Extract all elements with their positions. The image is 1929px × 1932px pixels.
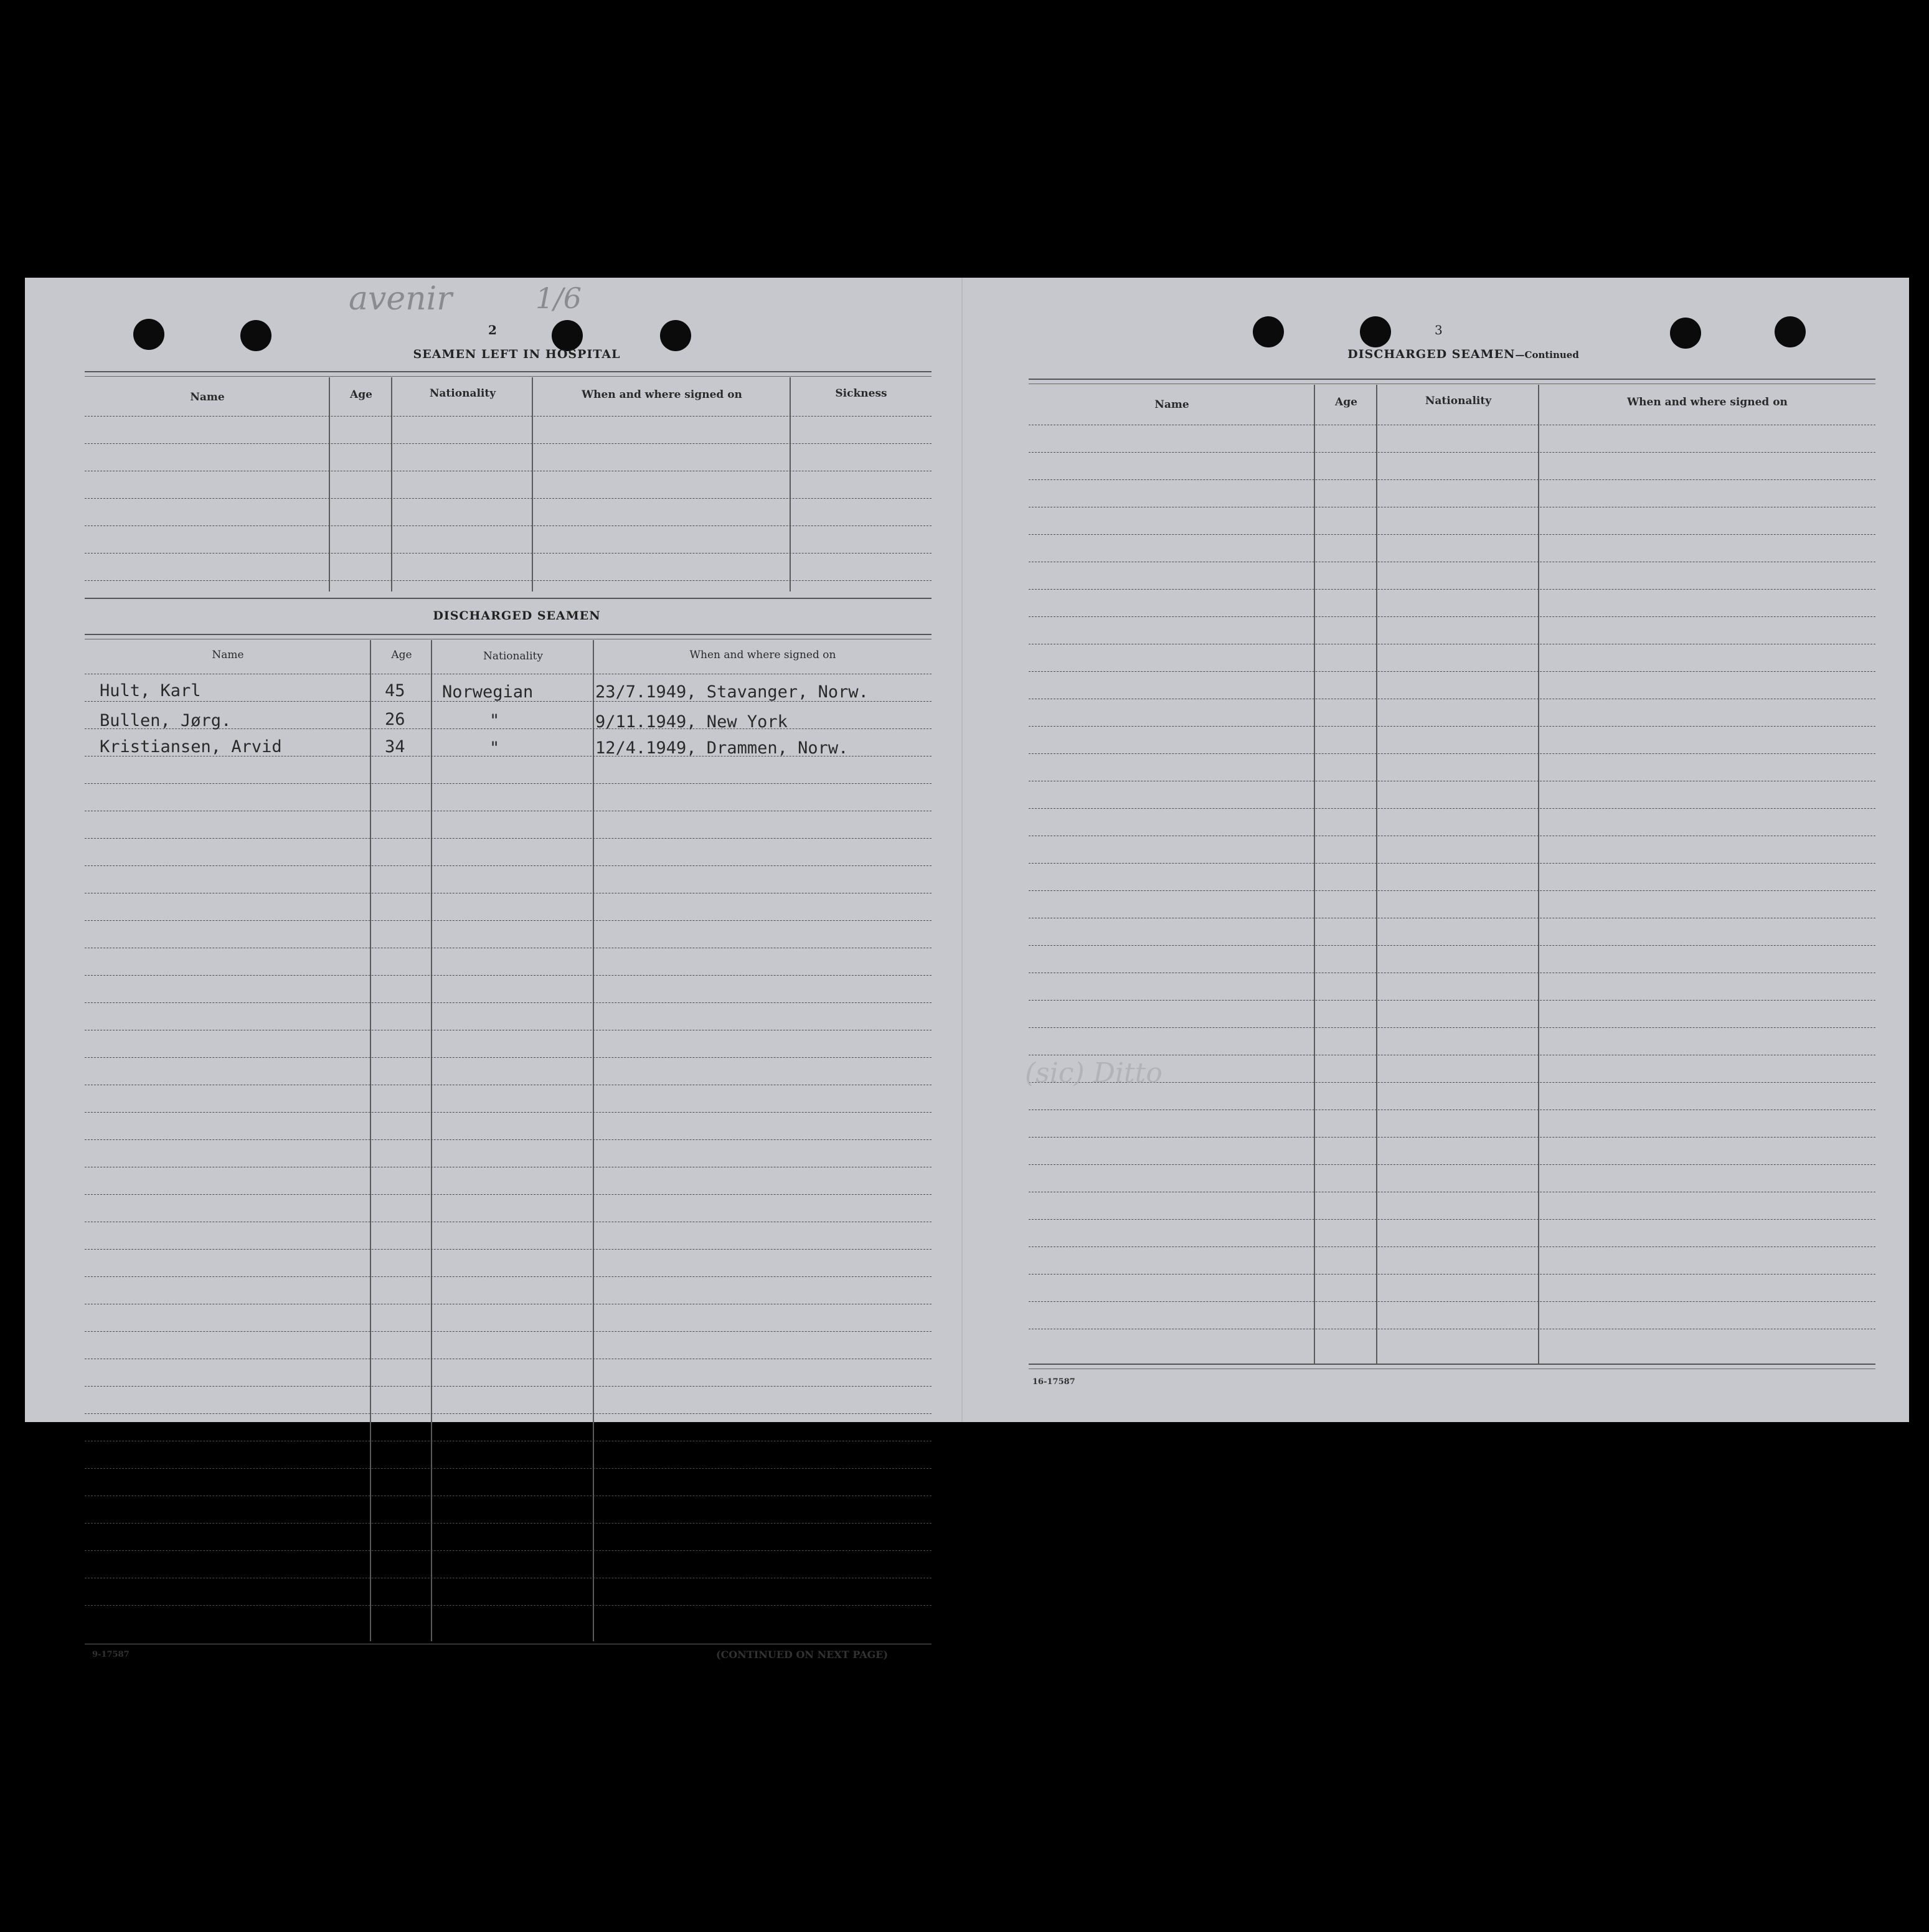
ruled-line bbox=[1029, 890, 1875, 891]
ruled-line bbox=[1029, 534, 1875, 535]
ruled-line bbox=[1029, 589, 1875, 590]
right-table-top-border bbox=[1029, 379, 1875, 380]
ruled-line bbox=[85, 525, 931, 526]
ruled-line bbox=[1029, 479, 1875, 480]
right-header-age: Age bbox=[1335, 396, 1357, 408]
ruled-line bbox=[85, 1413, 931, 1414]
right-table-bottom-border bbox=[1029, 1364, 1875, 1365]
ruled-line bbox=[1029, 1164, 1875, 1165]
punch-hole bbox=[552, 320, 583, 351]
page-number: 3 bbox=[1435, 323, 1443, 337]
seaman-name: Bullen, Jørg. bbox=[100, 711, 232, 730]
ruled-line bbox=[1029, 1000, 1875, 1001]
hospital-table-top-border bbox=[85, 371, 931, 372]
page-number: 2 bbox=[488, 323, 497, 337]
ruled-line bbox=[1029, 1274, 1875, 1275]
seaman-name: Hult, Karl bbox=[100, 681, 201, 700]
punch-hole bbox=[1670, 318, 1701, 349]
ruled-line bbox=[85, 783, 931, 784]
hospital-header-age: Age bbox=[350, 389, 372, 401]
punch-hole bbox=[240, 320, 271, 351]
hospital-section-title: SEAMEN LEFT IN HOSPITAL bbox=[413, 347, 621, 361]
seaman-signed-on: 23/7.1949, Stavanger, Norw. bbox=[595, 682, 869, 702]
hospital-header-name: Name bbox=[190, 391, 225, 403]
ruled-line bbox=[1029, 452, 1875, 453]
ruled-line bbox=[85, 1249, 931, 1250]
punch-hole bbox=[660, 320, 691, 351]
seaman-age: 34 bbox=[385, 737, 405, 756]
hospital-header-signed-on: When and where signed on bbox=[582, 389, 742, 401]
form-number: 9-17587 bbox=[92, 1650, 130, 1659]
hospital-header-nationality: Nationality bbox=[429, 387, 496, 400]
ruled-line bbox=[85, 1386, 931, 1387]
seaman-signed-on: 12/4.1949, Drammen, Norw. bbox=[595, 738, 849, 758]
ruled-line bbox=[85, 1523, 931, 1524]
seaman-nationality: " bbox=[489, 711, 500, 730]
seaman-age: 26 bbox=[385, 710, 405, 729]
discharged-table-border bbox=[85, 634, 931, 635]
handwritten-note: avenir bbox=[349, 280, 453, 318]
punch-hole bbox=[1360, 316, 1391, 347]
discharged-section-title: DISCHARGED SEAMEN bbox=[433, 609, 601, 623]
ruled-line bbox=[85, 498, 931, 499]
ruled-line bbox=[1029, 863, 1875, 864]
ruled-line bbox=[1029, 1246, 1875, 1247]
ruled-line bbox=[85, 975, 931, 976]
discharged-header-signed-on: When and where signed on bbox=[689, 649, 836, 661]
discharged-column-divider bbox=[593, 640, 594, 1641]
continued-suffix: —Continued bbox=[1515, 349, 1579, 360]
ruled-line bbox=[85, 920, 931, 921]
right-header-name: Name bbox=[1154, 398, 1189, 411]
ruled-line bbox=[1029, 616, 1875, 617]
right-column-divider bbox=[1314, 385, 1315, 1365]
ruled-line bbox=[1029, 1027, 1875, 1028]
form-number: 16-17587 bbox=[1032, 1377, 1075, 1387]
hospital-column-divider bbox=[329, 377, 330, 591]
seaman-signed-on: 9/11.1949, New York bbox=[595, 712, 788, 732]
ruled-line bbox=[85, 1331, 931, 1332]
right-column-divider bbox=[1376, 385, 1377, 1365]
ruled-line bbox=[1029, 1219, 1875, 1220]
right-header-signed-on: When and where signed on bbox=[1627, 396, 1788, 408]
ruled-line bbox=[85, 1002, 931, 1003]
page-fold bbox=[961, 278, 963, 1422]
discharged-table-top-border bbox=[85, 598, 931, 599]
ruled-line bbox=[85, 1276, 931, 1277]
ruled-line bbox=[85, 1550, 931, 1551]
discharged-header-name: Name bbox=[212, 649, 244, 661]
ruled-line bbox=[85, 443, 931, 444]
ruled-line bbox=[85, 865, 931, 866]
ruled-line bbox=[85, 580, 931, 581]
ruled-line bbox=[1029, 808, 1875, 809]
ruled-line bbox=[85, 838, 931, 839]
faint-handwriting: (sic) Ditto bbox=[1025, 1057, 1163, 1089]
seaman-age: 45 bbox=[385, 681, 405, 700]
handwritten-fraction: 1/6 bbox=[535, 281, 582, 315]
hospital-column-divider bbox=[532, 377, 533, 591]
punch-hole bbox=[1775, 316, 1806, 347]
ruled-line bbox=[85, 1605, 931, 1606]
hospital-header-sickness: Sickness bbox=[835, 387, 887, 400]
seaman-nationality: Norwegian bbox=[442, 682, 534, 702]
discharged-column-divider bbox=[370, 640, 371, 1641]
hospital-table-top-border bbox=[85, 376, 931, 377]
discharged-header-age: Age bbox=[391, 649, 412, 661]
ruled-line bbox=[1029, 753, 1875, 754]
ruled-line bbox=[1029, 945, 1875, 946]
discharged-column-divider bbox=[431, 640, 432, 1641]
document-sheet bbox=[25, 278, 1909, 1661]
ruled-line bbox=[85, 1057, 931, 1058]
discharged-continued-title-text: DISCHARGED SEAMEN bbox=[1347, 347, 1516, 361]
hospital-column-divider bbox=[391, 377, 392, 591]
continued-note: (CONTINUED ON NEXT PAGE) bbox=[716, 1649, 889, 1661]
punch-hole bbox=[133, 319, 164, 350]
ruled-line bbox=[85, 1468, 931, 1469]
ruled-line bbox=[85, 1139, 931, 1140]
ruled-line bbox=[85, 553, 931, 554]
seaman-name: Kristiansen, Arvid bbox=[100, 737, 282, 756]
ruled-line bbox=[1029, 671, 1875, 672]
seaman-nationality: " bbox=[489, 738, 500, 758]
discharged-continued-title bbox=[1295, 347, 1631, 361]
ruled-line bbox=[1029, 1137, 1875, 1138]
ruled-line bbox=[1029, 1301, 1875, 1302]
ruled-line bbox=[85, 416, 931, 417]
ruled-line bbox=[1029, 726, 1875, 727]
ruled-line bbox=[85, 1112, 931, 1113]
right-column-divider bbox=[1538, 385, 1539, 1365]
ruled-line bbox=[85, 1194, 931, 1195]
punch-hole bbox=[1253, 316, 1284, 347]
hospital-column-divider bbox=[790, 377, 791, 591]
right-header-nationality: Nationality bbox=[1425, 395, 1492, 407]
discharged-header-nationality: Nationality bbox=[483, 650, 543, 662]
